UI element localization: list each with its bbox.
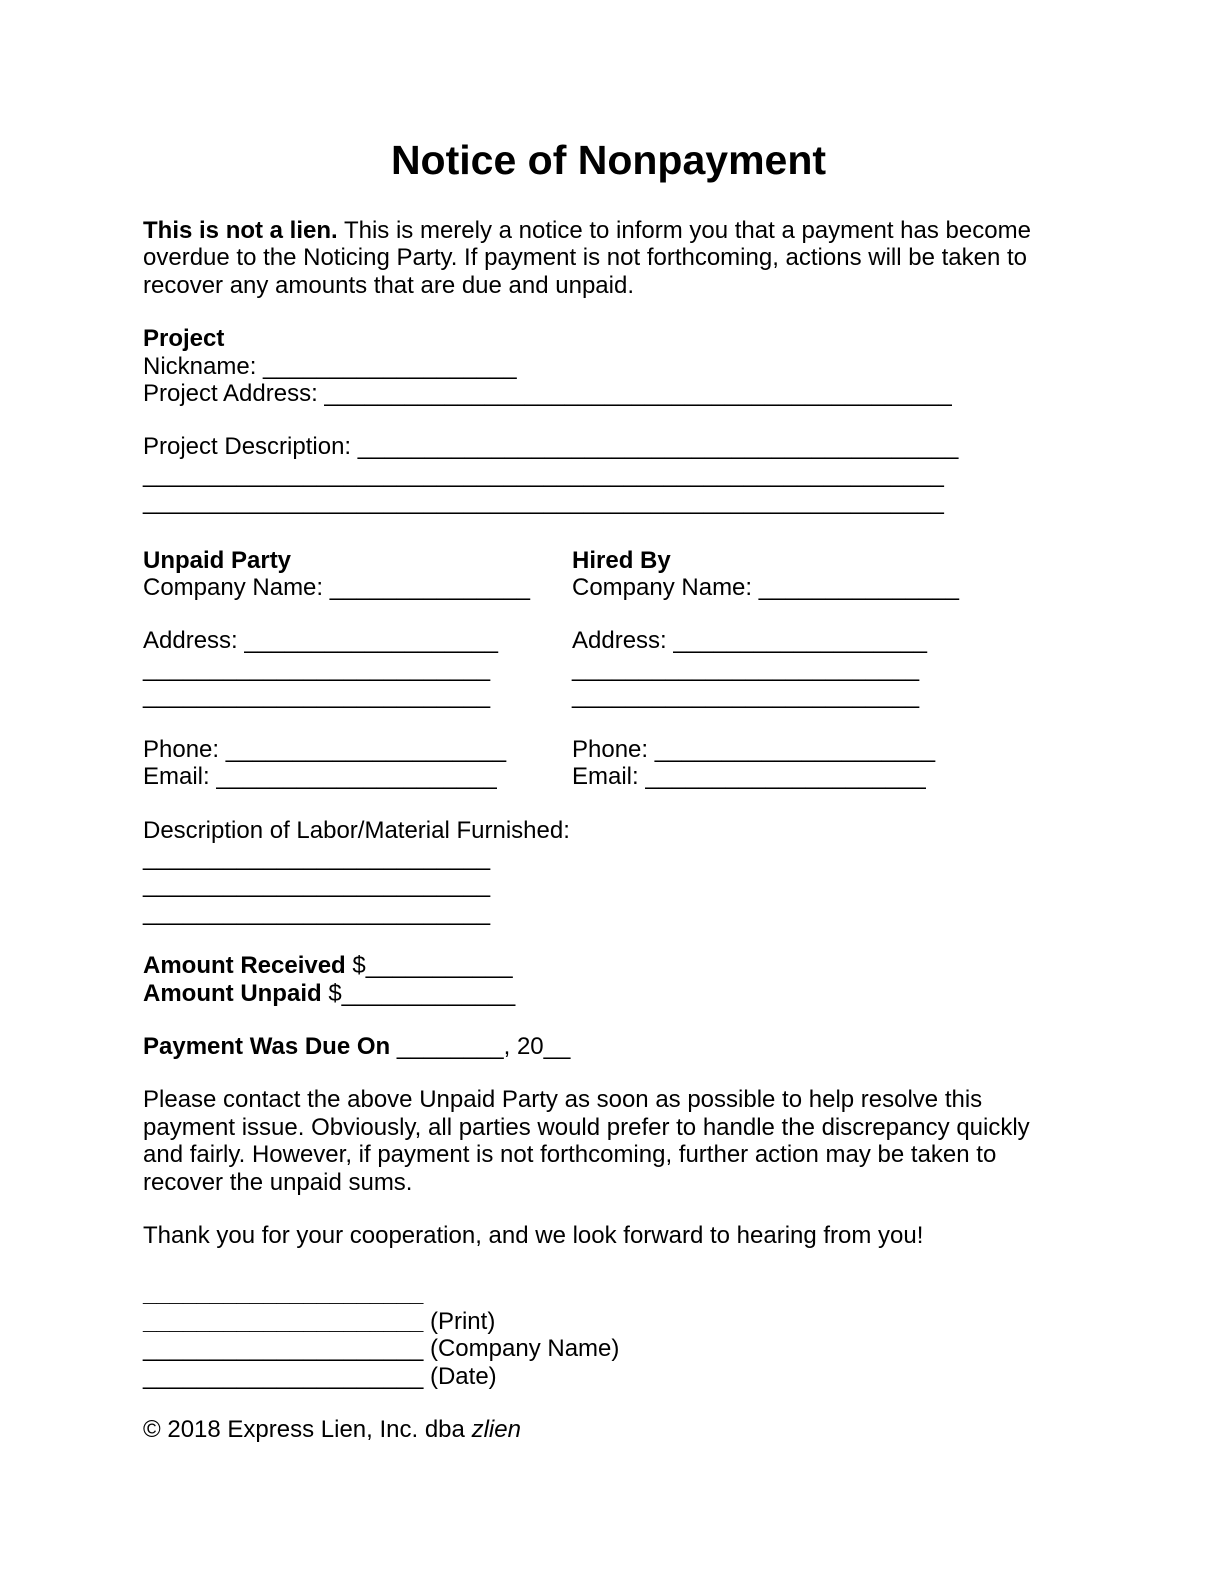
thanks-line: Thank you for your cooperation, and we look forward to hearing from you! (143, 1221, 924, 1249)
hired-company-row (572, 574, 1074, 601)
hired-email-blank-line: _____________________ (645, 763, 926, 791)
payment-due-row (143, 1033, 1074, 1060)
unpaid-party-heading: Unpaid Party (143, 546, 292, 574)
project-address-blank-line: _______________________________________________ (324, 380, 952, 408)
unpaid-phone-row (143, 736, 572, 763)
page-title: Notice of Nonpayment (390, 137, 827, 183)
unpaid-address-blank-line-3: __________________________ (143, 682, 491, 710)
hired-address-label: Address: (572, 627, 667, 655)
company-name-blank-line: _____________________ (143, 1335, 424, 1363)
hired-phone-row (572, 736, 1074, 763)
unpaid-address-blank-line: ___________________ (244, 627, 498, 655)
amount-unpaid-blank-line: $_____________ (328, 979, 516, 1007)
hired-email-label: Email: (572, 763, 639, 791)
project-description-blank-line: _____________________________________________ (357, 433, 959, 461)
hired-company-label: Company Name: (572, 574, 753, 602)
copyright-text: © 2018 Express Lien, Inc. dba (143, 1416, 465, 1443)
project-description-label: Project Description: (143, 433, 352, 461)
unpaid-phone-label: Phone: (143, 735, 220, 763)
project-nickname-row (143, 353, 1074, 380)
payment-due-label: Payment Was Due On (143, 1032, 391, 1060)
unpaid-address-label: Address: (143, 627, 238, 655)
project-address-row (143, 380, 1074, 407)
hired-by-column (572, 547, 1074, 791)
signature-date-row (143, 1363, 1074, 1390)
amount-received-label: Amount Received (143, 952, 346, 980)
amount-unpaid-label: Amount Unpaid (143, 979, 322, 1007)
unpaid-company-row (143, 574, 572, 601)
project-heading: Project (143, 325, 225, 353)
labor-blank-line-3: __________________________ (143, 898, 491, 926)
intro-paragraph (143, 217, 1073, 299)
hired-email-row (572, 763, 1074, 790)
labor-blank-line-2: __________________________ (143, 871, 491, 899)
hired-address-blank-line-3: __________________________ (572, 682, 920, 710)
hired-by-heading: Hired By (572, 546, 671, 574)
payment-due-blank-line: ________, 20__ (396, 1032, 571, 1060)
closing-paragraph: Please contact the above Unpaid Party as soon as possible to help resolve this payment issue. Obviously, all parties would prefer to handle the discrepancy quickly and fairly. However, if payment is not forthcoming, further action may be taken to recover the unpaid sums. (143, 1086, 1030, 1196)
hired-phone-blank-line: _____________________ (654, 735, 936, 763)
hired-phone-label: Phone: (572, 735, 649, 763)
project-description-blank-line-3: ____________________________________________________________ (143, 488, 944, 516)
hired-address-blank-line: ___________________ (673, 627, 927, 655)
unpaid-email-label: Email: (143, 763, 210, 791)
unpaid-email-row (143, 763, 572, 790)
company-name-label: (Company Name) (429, 1335, 620, 1363)
brand-name: zlien (471, 1416, 521, 1443)
nickname-blank-line: ___________________ (263, 352, 517, 380)
unpaid-address-row (143, 627, 572, 654)
unpaid-company-blank-line: _______________ (329, 574, 530, 602)
unpaid-phone-blank-line: _____________________ (225, 735, 507, 763)
hired-company-blank-line: _______________ (758, 574, 959, 602)
project-description-row (143, 433, 1074, 460)
project-address-label: Project Address: (143, 380, 318, 408)
copyright-footer (143, 1416, 1074, 1443)
date-label: (Date) (429, 1362, 497, 1390)
signature-blank-line: _____________________ (143, 1280, 424, 1308)
amount-received-row (143, 952, 1074, 979)
date-blank-line: _____________________ (143, 1362, 424, 1390)
hired-address-blank-line-2: __________________________ (572, 654, 920, 682)
parties-section (143, 547, 1074, 791)
unpaid-email-blank-line: _____________________ (216, 763, 497, 791)
signature-print-row (143, 1308, 1074, 1335)
hired-address-row (572, 627, 1074, 654)
signature-company-row (143, 1335, 1074, 1362)
nickname-label: Nickname: (143, 352, 257, 380)
intro-text: This is merely a notice to inform you that a payment has become overdue to the Noticing Party. If payment is not forthcoming, actions will be taken to recover any amounts that are due and unpaid. (143, 217, 1031, 299)
amount-received-blank-line: $___________ (352, 952, 513, 980)
project-description-blank-line-2: ____________________________________________________________ (143, 460, 944, 488)
labor-blank-line-1: __________________________ (143, 843, 491, 871)
unpaid-party-column (143, 547, 572, 791)
print-blank-line: _____________________ (143, 1307, 424, 1335)
unpaid-address-blank-line-2: __________________________ (143, 654, 491, 682)
amount-unpaid-row (143, 980, 1074, 1007)
print-label: (Print) (429, 1307, 496, 1335)
intro-bold-lead: This is not a lien. (143, 217, 338, 244)
unpaid-company-label: Company Name: (143, 574, 324, 602)
labor-description-label: Description of Labor/Material Furnished: (143, 816, 570, 844)
